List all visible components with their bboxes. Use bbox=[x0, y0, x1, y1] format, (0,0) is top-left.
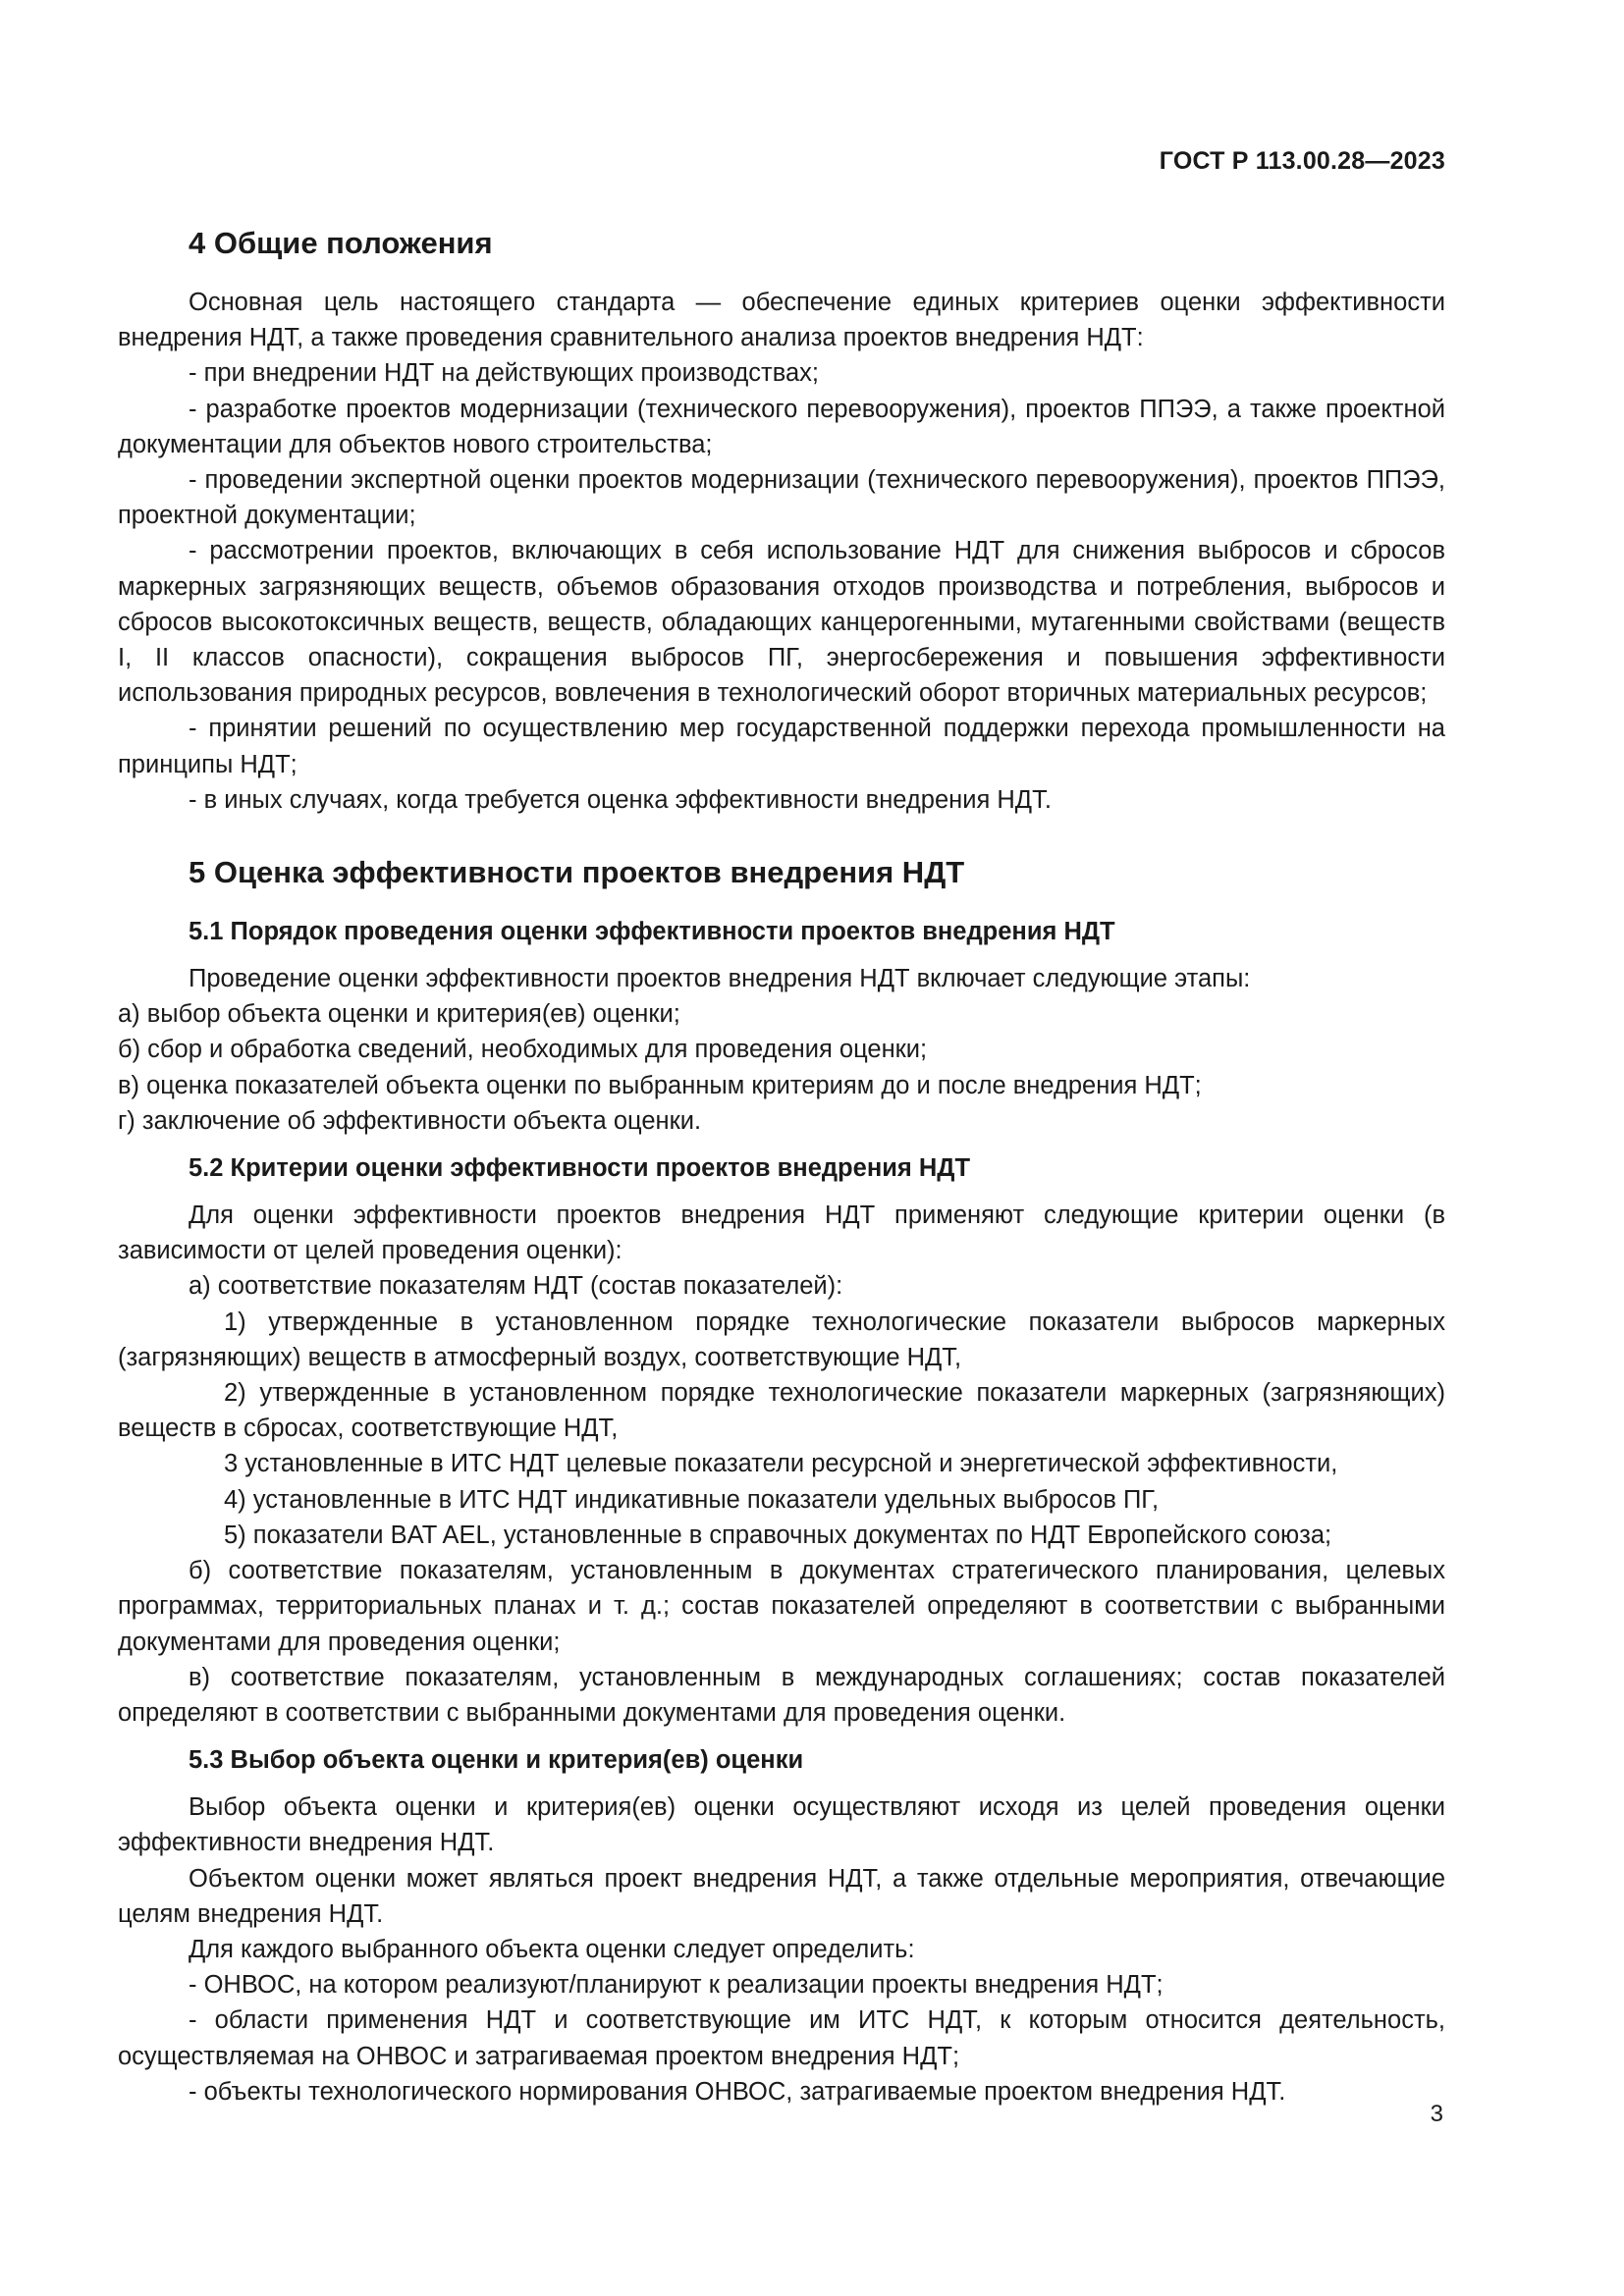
list-item: 3 установленные в ИТС НДТ целевые показатели ресурсной и энергетической эффективности, bbox=[224, 1450, 1338, 1478]
list-item: - разработке проектов модернизации (технического перевооружения), проектов ППЭЭ, а также проектной документации для объектов нового строительства; bbox=[118, 395, 1445, 458]
section-5-1-intro: Проведение оценки эффективности проектов внедрения НДТ включает следующие этапы: bbox=[189, 965, 1251, 993]
list-item: - при внедрении НДТ на действующих производствах; bbox=[189, 359, 819, 388]
section-5-1-title: 5.1 Порядок проведения оценки эффективности проектов внедрения НДТ bbox=[189, 918, 1115, 946]
list-item: б) сбор и обработка сведений, необходимых для проведения оценки; bbox=[118, 1036, 928, 1064]
list-item: - проведении экспертной оценки проектов модернизации (технического перевооружения), проектов ППЭЭ, проектной документации; bbox=[118, 466, 1445, 530]
list-item: - рассмотрении проектов, включающих в себя использование НДТ для снижения выбросов и сбросов маркерных загрязняющих веществ, объемов образования отходов производства и потребления, выбросов и сбросов высокотоксичных веществ, веществ, обладающих канцерогенными, мутагенными свойствами (веществ I, II классов опасности), сокращения выбросов ПГ, энергосбережения и повышения эффективности использования природных ресурсов, вовлечения в технологический оборот вторичных материальных ресурсов; bbox=[118, 537, 1445, 708]
paragraph: Для каждого выбранного объекта оценки следует определить: bbox=[189, 1935, 915, 1963]
document-body bbox=[118, 224, 1445, 2109]
list-item: а) выбор объекта оценки и критерия(ев) оценки; bbox=[118, 1000, 680, 1029]
list-item: 4) установленные в ИТС НДТ индикативные показатели удельных выбросов ПГ, bbox=[224, 1485, 1160, 1514]
section-5-2-intro: Для оценки эффективности проектов внедрения НДТ применяют следующие критерии оценки (в зависимости от целей проведения оценки): bbox=[118, 1201, 1445, 1265]
list-item: - принятии решений по осуществлению мер государственной поддержки перехода промышленности на принципы НДТ; bbox=[118, 715, 1445, 778]
section-5-title: 5 Оценка эффективности проектов внедрения НДТ bbox=[189, 855, 965, 890]
list-item: - области применения НДТ и соответствующие им ИТС НДТ, к которым относится деятельность, осуществляемая на ОНВОС и затрагиваемая проектом внедрения НДТ; bbox=[118, 2006, 1445, 2070]
list-item: - ОНВОС, на котором реализуют/планируют к реализации проекты внедрения НДТ; bbox=[189, 1971, 1164, 2000]
list-item: в) соответствие показателям, установленным в международных соглашениях; состав показателей определяют в соответствии с выбранными документами для проведения оценки. bbox=[118, 1663, 1445, 1727]
section-5-3-title: 5.3 Выбор объекта оценки и критерия(ев) оценки bbox=[189, 1746, 804, 1775]
list-item: 2) утвержденные в установленном порядке технологические показатели маркерных (загрязняющих) веществ в сбросах, соответствующие НДТ, bbox=[118, 1379, 1445, 1443]
section-4-intro: Основная цель настоящего стандарта — обеспечение единых критериев оценки эффективности внедрения НДТ, а также проведения сравнительного анализа проектов внедрения НДТ: bbox=[118, 289, 1445, 352]
list-item: 1) утвержденные в установленном порядке технологические показатели выбросов маркерных (загрязняющих) веществ в атмосферный воздух, соответствующие НДТ, bbox=[118, 1308, 1445, 1371]
paragraph: Объектом оценки может являться проект внедрения НДТ, а также отдельные мероприятия, отвечающие целям внедрения НДТ. bbox=[118, 1864, 1445, 1928]
list-item: в) оценка показателей объекта оценки по выбранным критериям до и после внедрения НДТ; bbox=[118, 1071, 1202, 1099]
list-item: б) соответствие показателям, установленным в документах стратегического планирования, целевых программах, территориальных планах и т. д.; состав показателей определяют в соответствии с выбранными документами для проведения оценки; bbox=[118, 1557, 1445, 1656]
list-item: - в иных случаях, когда требуется оценка эффективности внедрения НДТ. bbox=[189, 785, 1052, 814]
section-4-title: 4 Общие положения bbox=[189, 226, 493, 260]
page-number: 3 bbox=[1430, 2101, 1443, 2127]
paragraph: Выбор объекта оценки и критерия(ев) оценки осуществляют исходя из целей проведения оценки эффективности внедрения НДТ. bbox=[118, 1793, 1445, 1857]
list-item: г) заключение об эффективности объекта оценки. bbox=[118, 1106, 702, 1135]
list-item: 5) показатели BAT AEL, установленные в справочных документах по НДТ Европейского союза; bbox=[224, 1521, 1332, 1549]
document-code: ГОСТ Р 113.00.28—2023 bbox=[1159, 147, 1445, 175]
list-item: а) соответствие показателям НДТ (состав показателей): bbox=[189, 1272, 843, 1301]
list-item: - объекты технологического нормирования ОНВОС, затрагиваемые проектом внедрения НДТ. bbox=[189, 2077, 1286, 2106]
section-5-2-title: 5.2 Критерии оценки эффективности проектов внедрения НДТ bbox=[189, 1154, 971, 1183]
